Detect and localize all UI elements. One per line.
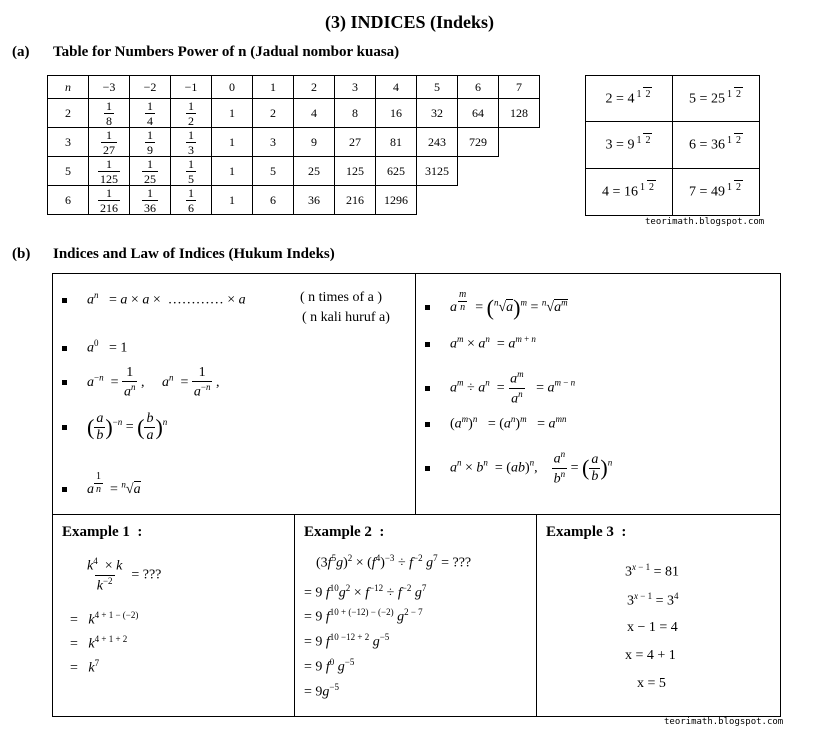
value-cell: 1296 (376, 186, 417, 215)
value-cell: 216 (335, 186, 376, 215)
law-product-power: $a^n \times b^n = (ab)^n$, $\frac{a^n}{b^n}$ = ( $\frac{a}{b}$ )$^n$ (425, 450, 612, 486)
example-2-question: $(3f^5g)^2 \times (f^4)^{-3} \div f^{-2}$ $g^7$ = ??? (316, 553, 472, 571)
square-root-cell: 3 = 9 1 2 (586, 122, 673, 169)
square-root-cell: 4 = 16 1 2 (586, 169, 673, 216)
law-power-of-power: $(a^m)^n = (a^n)^m = a^{mn}$ (425, 414, 566, 433)
table-row (48, 186, 540, 215)
fraction-cell: $\frac{1}{2}$ (171, 99, 212, 128)
example-2-step: = 9 $f^{10}g^2 \times f^{-12} \div f^{-2}$ $g^7$ (304, 583, 427, 601)
column-divider (536, 514, 537, 716)
value-cell: 625 (376, 157, 417, 186)
example-1-step: = $k^{4 + 1 - (-2)}$ (70, 610, 139, 628)
example-2-step: = 9 $f^{10 + (-12) - (-2)}$ $g^{2 - 7}$ (304, 607, 423, 625)
empty-cell (499, 128, 540, 157)
value-cell: 1 (212, 99, 253, 128)
section-a-heading: Table for Numbers Power of n (Jadual nombor kuasa) (53, 44, 400, 60)
fraction-cell: $\frac{1}{3}$ (171, 128, 212, 157)
example-3-step: $3^{x - 1} = 3^4$ (627, 591, 679, 609)
header-cell: 7 (499, 76, 540, 99)
page-title: (3) INDICES (Indeks) (324, 12, 495, 32)
value-cell: 3 (253, 128, 294, 157)
example-3-step: $3^{x - 1} = 81$ (625, 562, 679, 580)
value-cell: 1 (212, 157, 253, 186)
law-fractional-power: a $\frac{1}{n}$ = $^n$√a (62, 472, 141, 498)
fraction-cell: $\frac{1}{216}$ (89, 186, 130, 215)
row-divider (52, 514, 780, 515)
example-3-step: x − 1 = 4 (627, 620, 678, 635)
credit-text: teorimath.blogspot.com (645, 217, 765, 227)
value-cell: 128 (499, 99, 540, 128)
base-cell: 5 (48, 157, 89, 186)
example-2-step: = 9 $f^0$ $g^{-5}$ (304, 657, 355, 675)
empty-cell (499, 157, 540, 186)
value-cell: 5 (253, 157, 294, 186)
value-cell: 36 (294, 186, 335, 215)
value-cell: 1 (212, 186, 253, 215)
example-2-step: = $9g^{-5}$ (304, 682, 339, 700)
example-1-step: = $k^{4 + 1 + 2}$ (70, 634, 128, 652)
header-cell: −3 (89, 76, 130, 99)
law-definition: $a^n = a \times a$ × ………… × a (62, 290, 246, 309)
empty-cell (417, 186, 458, 215)
law-negative-power: $a^{-n}$ = $\frac{1}{a^n}$ , $a^n$ = $\frac{1}{a^{-n}}$ , (62, 366, 219, 400)
table-row (48, 99, 540, 128)
value-cell: 9 (294, 128, 335, 157)
header-cell: 3 (335, 76, 376, 99)
base-cell: 3 (48, 128, 89, 157)
header-cell: 2 (294, 76, 335, 99)
fraction-cell: $\frac{1}{25}$ (130, 157, 171, 186)
example-1-question: $\frac{k^4 \times k}{k^{-2}}$ = ??? (87, 556, 162, 594)
example-3-step: x = 5 (637, 676, 666, 691)
example-1-step: = $k^7$ (70, 658, 100, 676)
credit-text: teorimath.blogspot.com (664, 717, 784, 727)
example-2-title: Example 2 : (304, 524, 385, 540)
base-cell: 6 (48, 186, 89, 215)
value-cell: 32 (417, 99, 458, 128)
square-root-cell: 7 = 49 1 2 (673, 169, 760, 216)
value-cell: 27 (335, 128, 376, 157)
value-cell: 25 (294, 157, 335, 186)
law-zero-power: $a^0 = 1$ (62, 338, 127, 357)
example-1-title: Example 1 : (62, 524, 143, 540)
value-cell: 243 (417, 128, 458, 157)
empty-cell (458, 186, 499, 215)
law-division: $a^m \div a^n$ = $\frac{a^m}{a^n}$ = $a^{m - n}$ (425, 370, 575, 406)
fraction-cell: $\frac{1}{27}$ (89, 128, 130, 157)
table-row (48, 128, 540, 157)
value-cell: 8 (335, 99, 376, 128)
square-root-cell: 6 = 36 1 2 (673, 122, 760, 169)
section-b-heading: Indices and Law of Indices (Hukum Indeks) (53, 246, 335, 262)
header-cell: 6 (458, 76, 499, 99)
header-cell: 1 (253, 76, 294, 99)
value-cell: 6 (253, 186, 294, 215)
header-cell: 4 (376, 76, 417, 99)
example-2-step: = 9 $f^{10 -12 + 2}$ $g^{-5}$ (304, 632, 390, 650)
header-cell: n (48, 76, 89, 99)
header-cell: 5 (417, 76, 458, 99)
header-cell: −1 (171, 76, 212, 99)
n-kali-text: ( n kali huruf a) (302, 310, 390, 325)
column-divider (415, 273, 416, 515)
empty-cell (499, 186, 540, 215)
value-cell: 4 (294, 99, 335, 128)
square-root-cell: 2 = 4 1 2 (586, 76, 673, 122)
square-root-table (585, 75, 760, 216)
example-3-title: Example 3 : (546, 524, 627, 540)
value-cell: 2 (253, 99, 294, 128)
section-a-label: (a) (12, 44, 30, 60)
n-times-text: ( n times of a ) (300, 290, 383, 305)
fraction-cell: $\frac{1}{9}$ (130, 128, 171, 157)
fraction-cell: $\frac{1}{6}$ (171, 186, 212, 215)
value-cell: 16 (376, 99, 417, 128)
value-cell: 81 (376, 128, 417, 157)
value-cell: 1 (212, 128, 253, 157)
section-b-label: (b) (12, 246, 31, 262)
value-cell: 125 (335, 157, 376, 186)
table-row (48, 157, 540, 186)
value-cell: 64 (458, 99, 499, 128)
header-cell: 0 (212, 76, 253, 99)
value-cell: 3125 (417, 157, 458, 186)
fraction-cell: $\frac{1}{36}$ (130, 186, 171, 215)
fraction-cell: $\frac{1}{125}$ (89, 157, 130, 186)
law-fraction-negative-power: ( $\frac{a}{b}$ )$^{-n}$ = ( $\frac{b}{a}$ )$^n$ (62, 412, 167, 443)
empty-cell (458, 157, 499, 186)
fraction-cell: $\frac{1}{8}$ (89, 99, 130, 128)
law-multiplication: $a^m \times a^n = a^{m + n}$ (425, 334, 536, 353)
column-divider (294, 514, 295, 716)
square-root-cell: 5 = 25 1 2 (673, 76, 760, 122)
example-3-step: x = 4 + 1 (625, 648, 676, 663)
value-cell: 729 (458, 128, 499, 157)
power-table (47, 75, 540, 215)
fraction-cell: $\frac{1}{4}$ (130, 99, 171, 128)
header-cell: −2 (130, 76, 171, 99)
fraction-cell: $\frac{1}{5}$ (171, 157, 212, 186)
power-table-header (48, 76, 540, 99)
base-cell: 2 (48, 99, 89, 128)
law-rational-power: a $\frac{m}{n}$ = $(^n√a)^m = ^n√a^m$ (425, 290, 568, 321)
